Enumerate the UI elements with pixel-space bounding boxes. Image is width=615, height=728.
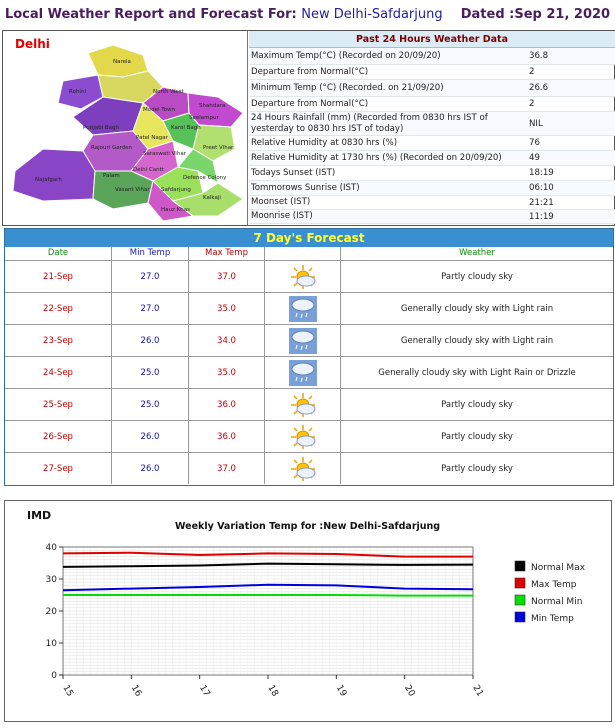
- forecast-weather: Partly cloudy sky: [441, 271, 513, 282]
- legend-swatch: [515, 612, 525, 622]
- row-label: Relative Humidity at 1730 hrs (%) (Recorded on 20/09/20): [251, 152, 502, 163]
- table-row: [249, 80, 615, 97]
- table-row: [249, 97, 615, 112]
- x-tick-label: 16: [128, 683, 144, 699]
- table-row: [249, 112, 615, 136]
- row-label: Moonrise (IST): [251, 211, 313, 221]
- map-label: Delhi Cantt: [133, 167, 164, 173]
- imd-brand: IMD: [27, 509, 52, 522]
- forecast-min: 26.0: [112, 421, 189, 452]
- legend-label: Max Temp: [531, 580, 577, 590]
- map-label: Seelampur: [189, 115, 219, 121]
- table-row: [249, 181, 615, 196]
- map-label: Patel Nagar: [136, 135, 168, 141]
- forecast-weather: Partly cloudy sky: [441, 431, 513, 442]
- legend-label: Normal Min: [531, 597, 583, 607]
- delhi-map: [3, 31, 248, 225]
- x-tick-label: 17: [197, 683, 212, 699]
- row-value: 2: [529, 99, 535, 109]
- y-tick-label: 0: [51, 671, 57, 681]
- forecast-title: 7 Day's Forecast: [5, 229, 613, 247]
- y-tick-label: 30: [45, 575, 57, 585]
- table-row: [5, 292, 613, 324]
- forecast-date: 23-Sep: [5, 325, 112, 356]
- table-row: [5, 420, 613, 452]
- chart-canvas: [5, 501, 613, 723]
- table-row: [5, 452, 613, 484]
- x-tick-label: 20: [402, 683, 417, 699]
- row-value: 26.6: [529, 83, 549, 93]
- x-tick-label: 21: [470, 683, 485, 699]
- row-label: Todays Sunset (IST): [251, 167, 336, 178]
- row-label: Minimum Temp (°C) (Recorded. on 21/09/20): [251, 82, 444, 93]
- col-weather-header: Weather: [459, 248, 495, 258]
- row-value: 18:19: [529, 168, 554, 178]
- forecast-date: 21-Sep: [5, 261, 112, 292]
- row-value: 36.8: [529, 51, 549, 61]
- map-label: Preet Vihar: [203, 145, 234, 151]
- row-value: 2: [529, 67, 535, 77]
- map-label: Rohini: [69, 89, 86, 95]
- map-label: Hauz Khas: [161, 207, 190, 213]
- past-24h-table: [249, 31, 615, 225]
- forecast-weather: Partly cloudy sky: [441, 463, 513, 474]
- col-icon-header: [265, 247, 341, 260]
- map-label: Model Town: [143, 107, 176, 113]
- map-label: Saraswati Vihar: [143, 151, 186, 157]
- col-date-header: Date: [5, 247, 112, 260]
- map-label: Rajouri Garden: [91, 145, 133, 151]
- row-value: 49: [529, 153, 540, 163]
- partly-cloudy-icon: [288, 263, 318, 291]
- row-value: 76: [529, 138, 540, 148]
- forecast-min: 25.0: [112, 389, 189, 420]
- observation-panel: [2, 30, 615, 226]
- row-value: 21:21: [529, 197, 554, 208]
- map-label: Karol Bagh: [171, 125, 201, 131]
- x-tick-label: 18: [265, 683, 280, 699]
- temperature-chart: [4, 500, 612, 722]
- forecast-max: 35.0: [189, 293, 265, 324]
- partly-cloudy-icon: [288, 391, 318, 419]
- row-value: 11:19: [529, 211, 554, 222]
- forecast-min: 27.0: [112, 261, 189, 292]
- legend-swatch: [515, 578, 525, 588]
- chart-title: Weekly Variation Temp for :New Delhi-Safdarjung: [175, 521, 441, 532]
- map-title: Delhi: [15, 37, 50, 51]
- table-row: [249, 65, 615, 80]
- forecast-weather: Generally cloudy sky with Light Rain or Drizzle: [378, 367, 576, 378]
- x-tick-label: 19: [333, 683, 349, 699]
- forecast-max: 36.0: [189, 421, 265, 452]
- table-row: [5, 260, 613, 292]
- y-tick-label: 40: [45, 543, 57, 553]
- station-location: New Delhi-Safdarjung: [301, 7, 443, 22]
- series-normal-min: [63, 595, 473, 596]
- row-label: Relative Humidity at 0830 hrs (%): [251, 137, 398, 148]
- forecast-header-row: [5, 247, 613, 260]
- forecast-date: 25-Sep: [5, 389, 112, 420]
- forecast-max: 37.0: [189, 261, 265, 292]
- forecast-weather: Partly cloudy sky: [441, 399, 513, 410]
- forecast-date: 24-Sep: [5, 357, 112, 388]
- forecast-date: 22-Sep: [5, 293, 112, 324]
- legend-swatch: [515, 561, 525, 571]
- row-label: Maximum Temp(°C) (Recorded on 20/09/20): [251, 50, 441, 61]
- forecast-min: 26.0: [112, 325, 189, 356]
- forecast-max: 35.0: [189, 357, 265, 388]
- report-date: Dated :Sep 21, 2020: [460, 7, 611, 22]
- map-label: Defence Colony: [183, 175, 227, 181]
- table-row: [5, 356, 613, 388]
- partly-cloudy-icon: [288, 423, 318, 451]
- row-label: Moonset (IST): [251, 197, 311, 207]
- forecast-weather: Generally cloudy sky with Light rain: [400, 335, 554, 346]
- forecast-max: 36.0: [189, 389, 265, 420]
- row-label: Departure from Normal(°C): [251, 98, 369, 109]
- partly-cloudy-icon: [288, 455, 318, 483]
- map-label: Najafgarh: [35, 177, 62, 183]
- table-row: [249, 136, 615, 151]
- row-label: 24 Hours Rainfall (mm) (Recorded from 0830 hrs IST of yesterday to 0830 hrs IST of today): [251, 112, 488, 134]
- map-label: Narela: [113, 59, 131, 65]
- forecast-min: 25.0: [112, 357, 189, 388]
- row-label: Departure from Normal(°C): [251, 66, 369, 77]
- forecast-min: 26.0: [112, 453, 189, 484]
- forecast-max: 37.0: [189, 453, 265, 484]
- legend-label: Min Temp: [531, 614, 574, 624]
- forecast-date: 26-Sep: [5, 421, 112, 452]
- map-label: North West: [153, 89, 184, 95]
- table-row: [249, 196, 615, 210]
- x-tick-label: 15: [60, 683, 75, 699]
- map-label: Punjabi Bagh: [83, 125, 119, 131]
- table-row: [249, 166, 615, 181]
- map-label: Palam: [103, 173, 120, 179]
- past-24h-title: Past 24 Hours Weather Data: [249, 31, 615, 48]
- forecast-max: 34.0: [189, 325, 265, 356]
- col-min-header: Min Temp: [112, 247, 189, 260]
- forecast-table: [4, 228, 614, 486]
- report-title: Local Weather Report and Forecast For:: [4, 7, 297, 22]
- forecast-weather: Generally cloudy sky with Light rain: [400, 303, 554, 314]
- legend-swatch: [515, 595, 525, 605]
- map-label: Vasant Vihar: [115, 187, 150, 193]
- table-row: [5, 324, 613, 356]
- map-label: Safdarjung: [161, 187, 191, 193]
- row-value: NIL: [529, 118, 543, 129]
- table-row: [249, 210, 615, 224]
- map-label: Kalkaji: [203, 195, 221, 201]
- forecast-date: 27-Sep: [5, 453, 112, 484]
- table-row: [5, 388, 613, 420]
- row-value: 06:10: [529, 183, 554, 193]
- rain-cloud-icon: [288, 295, 318, 323]
- table-row: [249, 151, 615, 166]
- rain-cloud-icon: [288, 327, 318, 355]
- forecast-min: 27.0: [112, 293, 189, 324]
- y-tick-label: 20: [45, 607, 57, 617]
- rain-cloud-icon: [288, 359, 318, 387]
- legend-label: Normal Max: [531, 563, 586, 573]
- report-header: [0, 0, 615, 30]
- y-tick-label: 10: [45, 639, 57, 649]
- col-max-header: Max Temp: [189, 247, 265, 260]
- row-label: Tommorows Sunrise (IST): [251, 182, 360, 193]
- map-label: Shahdara: [199, 103, 226, 109]
- map-region-najafgarh[interactable]: [13, 149, 95, 201]
- table-row: [249, 48, 615, 65]
